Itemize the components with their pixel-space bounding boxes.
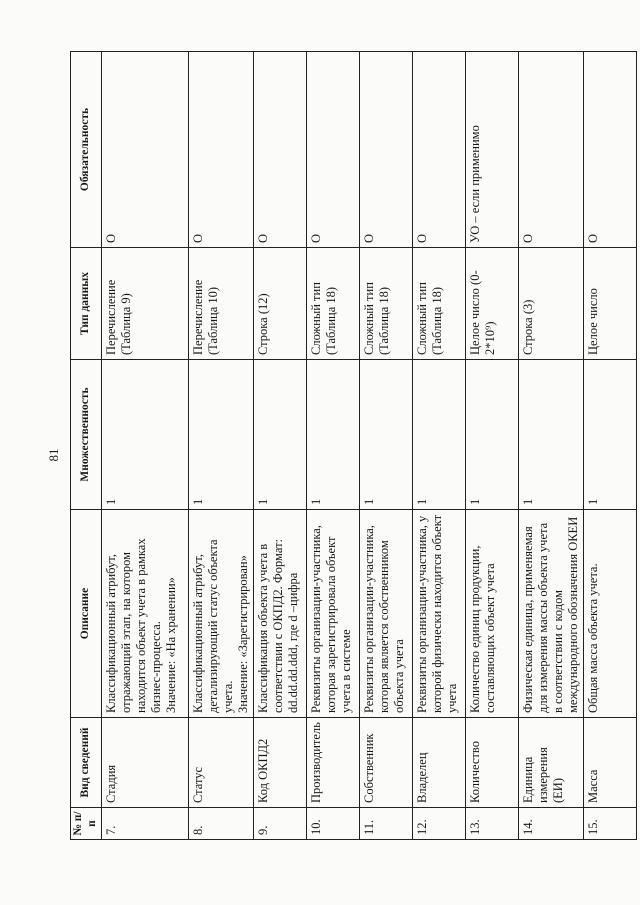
- cell-description: Классификационный атрибут, отражающий этап, на котором находится объект учета в рамках бизнес-процесса. Значение: «На хранении»: [101, 510, 188, 718]
- table-row: [306, 52, 359, 840]
- cell-data-type: Перечисление (Таблица 10): [188, 248, 253, 360]
- table-row: [518, 52, 583, 840]
- cell-kind: Единица измерения (ЕИ): [518, 718, 583, 808]
- cell-required: УО – если применимо: [465, 52, 518, 248]
- cell-description: Реквизиты организации-участника, которая является собственником объекта учета: [359, 510, 412, 718]
- cell-kind: Собственник: [359, 718, 412, 808]
- cell-multiplicity: 1: [359, 360, 412, 510]
- cell-num: 11.: [359, 808, 412, 840]
- table-header-row: [71, 52, 102, 840]
- cell-num: 12.: [412, 808, 465, 840]
- table-row: [359, 52, 412, 840]
- page-number: 81: [46, 448, 61, 462]
- cell-kind: Производитель: [306, 718, 359, 808]
- cell-data-type: Строка (12): [253, 248, 306, 360]
- cell-kind: Статус: [188, 718, 253, 808]
- cell-kind: Владелец: [412, 718, 465, 808]
- cell-data-type: Сложный тип (Таблица 18): [359, 248, 412, 360]
- header-data-type: Тип данных: [71, 248, 102, 360]
- table-row: [101, 52, 188, 840]
- rotated-page-content: [70, 52, 620, 840]
- cell-num: 9.: [253, 808, 306, 840]
- cell-num: 15.: [583, 808, 636, 840]
- table-row: [412, 52, 465, 840]
- cell-data-type: Сложный тип (Таблица 18): [306, 248, 359, 360]
- cell-data-type: Целое число: [583, 248, 636, 360]
- cell-required: О: [306, 52, 359, 248]
- cell-required: О: [101, 52, 188, 248]
- cell-num: 13.: [465, 808, 518, 840]
- cell-data-type: Строка (3): [518, 248, 583, 360]
- table-row: [188, 52, 253, 840]
- cell-multiplicity: 1: [412, 360, 465, 510]
- cell-kind: Количество: [465, 718, 518, 808]
- cell-num: 7.: [101, 808, 188, 840]
- header-num: № п/п: [71, 808, 102, 840]
- header-kind: Вид сведений: [71, 718, 102, 808]
- cell-data-type: Целое число (0-2*10⁹): [465, 248, 518, 360]
- cell-required: О: [359, 52, 412, 248]
- cell-multiplicity: 1: [101, 360, 188, 510]
- cell-kind: Стадия: [101, 718, 188, 808]
- cell-description: Физическая единица, применяемая для измерения массы объекта учета в соответствии с кодом международного обозначения ОКЕИ: [518, 510, 583, 718]
- cell-multiplicity: 1: [188, 360, 253, 510]
- cell-description: Реквизиты организации-участника, у которой физически находится объект учета: [412, 510, 465, 718]
- cell-required: О: [518, 52, 583, 248]
- cell-required: О: [253, 52, 306, 248]
- cell-num: 10.: [306, 808, 359, 840]
- cell-data-type: Сложный тип (Таблица 18): [412, 248, 465, 360]
- cell-multiplicity: 1: [253, 360, 306, 510]
- header-description: Описание: [71, 510, 102, 718]
- cell-multiplicity: 1: [465, 360, 518, 510]
- data-table: [70, 51, 637, 840]
- cell-description: Классификационный атрибут, детализирующий статус объекта учета. Значение: «Зарегистрирован»: [188, 510, 253, 718]
- cell-multiplicity: 1: [518, 360, 583, 510]
- table-row: [253, 52, 306, 840]
- cell-description: Общая масса объекта учета.: [583, 510, 636, 718]
- cell-description: Количество единиц продукции, составляющих объект учета: [465, 510, 518, 718]
- cell-kind: Масса: [583, 718, 636, 808]
- cell-multiplicity: 1: [583, 360, 636, 510]
- table-row: [465, 52, 518, 840]
- cell-kind: Код ОКПД2: [253, 718, 306, 808]
- cell-num: 8.: [188, 808, 253, 840]
- cell-description: Реквизиты организации-участника, которая зарегистрировала объект учета в системе: [306, 510, 359, 718]
- cell-required: О: [412, 52, 465, 248]
- cell-num: 14.: [518, 808, 583, 840]
- table-row: [583, 52, 636, 840]
- cell-required: О: [188, 52, 253, 248]
- header-multiplicity: Множественность: [71, 360, 102, 510]
- cell-multiplicity: 1: [306, 360, 359, 510]
- cell-required: О: [583, 52, 636, 248]
- cell-data-type: Перечисление (Таблица 9): [101, 248, 188, 360]
- cell-description: Классификация объекта учета в соответствии с ОКПД2. Формат: dd.dd.dd.ddd, где d –цифра: [253, 510, 306, 718]
- header-required: Обязательность: [71, 52, 102, 248]
